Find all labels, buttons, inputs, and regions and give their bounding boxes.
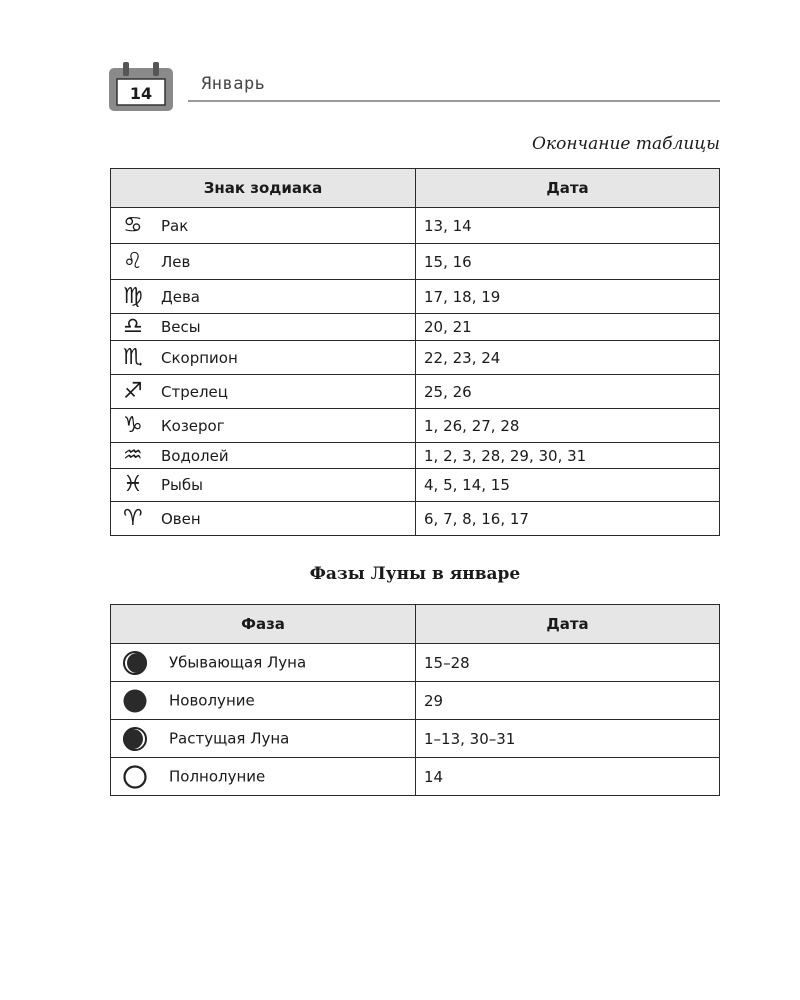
waning-moon-icon bbox=[121, 650, 169, 676]
cancer-icon: ♋ bbox=[123, 212, 143, 238]
sign-dates: 25, 26 bbox=[416, 375, 720, 409]
table-caption: Окончание таблицы bbox=[532, 134, 720, 154]
sign-cell bbox=[111, 502, 416, 536]
phase-cell bbox=[111, 682, 416, 720]
sign-dates: 15, 16 bbox=[416, 244, 720, 280]
table-row bbox=[111, 682, 720, 720]
table-row bbox=[111, 644, 720, 682]
table-row bbox=[111, 280, 720, 314]
sign-dates: 20, 21 bbox=[416, 314, 720, 341]
sign-cell bbox=[111, 280, 416, 314]
sign-dates: 1, 2, 3, 28, 29, 30, 31 bbox=[416, 443, 720, 469]
table-row bbox=[111, 208, 720, 244]
aries-icon: ♈ bbox=[123, 505, 143, 531]
phase-cell bbox=[111, 644, 416, 682]
sign-name: Рак bbox=[161, 216, 189, 235]
phase-cell bbox=[111, 758, 416, 796]
phase-name: Растущая Луна bbox=[169, 729, 290, 747]
phase-dates: 15–28 bbox=[416, 644, 720, 682]
phase-name: Полнолуние bbox=[169, 767, 266, 785]
libra-icon: ♎ bbox=[123, 314, 143, 339]
sign-cell bbox=[111, 409, 416, 443]
sign-name: Стрелец bbox=[161, 382, 228, 401]
moon-section-title: Фазы Луны в январе bbox=[309, 564, 521, 584]
table-row bbox=[111, 443, 720, 469]
page-number: 14 bbox=[129, 84, 153, 103]
sign-name: Водолей bbox=[161, 446, 229, 465]
header-divider bbox=[188, 100, 720, 102]
aquarius-icon: ♒ bbox=[123, 442, 143, 468]
moon-phases-table bbox=[110, 604, 720, 796]
sign-cell bbox=[111, 443, 416, 469]
table-row bbox=[111, 341, 720, 375]
table-row bbox=[111, 720, 720, 758]
phase-dates: 14 bbox=[416, 758, 720, 796]
sagittarius-icon: ♐ bbox=[123, 378, 143, 404]
sign-cell bbox=[111, 208, 416, 244]
phase-name: Новолуние bbox=[169, 691, 255, 709]
sign-dates: 22, 23, 24 bbox=[416, 341, 720, 375]
sign-name: Овен bbox=[161, 509, 201, 528]
column-header-date: Дата bbox=[416, 605, 720, 644]
table-row bbox=[111, 409, 720, 443]
capricorn-icon: ♑ bbox=[123, 412, 143, 438]
scorpio-icon: ♏ bbox=[123, 344, 143, 370]
sign-cell bbox=[111, 244, 416, 280]
sign-name: Скорпион bbox=[161, 348, 238, 367]
sign-dates: 4, 5, 14, 15 bbox=[416, 469, 720, 502]
calendar-icon bbox=[108, 62, 174, 112]
phase-dates: 29 bbox=[416, 682, 720, 720]
new-moon-icon bbox=[121, 688, 169, 714]
pisces-icon: ♓ bbox=[123, 472, 143, 497]
sign-name: Рыбы bbox=[161, 476, 203, 494]
table-header-row bbox=[111, 169, 720, 208]
column-header-date: Дата bbox=[416, 169, 720, 208]
sign-dates: 13, 14 bbox=[416, 208, 720, 244]
sign-dates: 6, 7, 8, 16, 17 bbox=[416, 502, 720, 536]
sign-dates: 17, 18, 19 bbox=[416, 280, 720, 314]
sign-name: Козерог bbox=[161, 416, 225, 435]
sign-cell bbox=[111, 341, 416, 375]
column-header-sign: Знак зодиака bbox=[111, 169, 416, 208]
waxing-moon-icon bbox=[121, 726, 169, 752]
table-row bbox=[111, 314, 720, 341]
sign-dates: 1, 26, 27, 28 bbox=[416, 409, 720, 443]
table-row bbox=[111, 502, 720, 536]
leo-icon: ♌ bbox=[123, 248, 143, 274]
table-row bbox=[111, 469, 720, 502]
table-row bbox=[111, 375, 720, 409]
phase-cell bbox=[111, 720, 416, 758]
sign-cell bbox=[111, 469, 416, 502]
table-header-row bbox=[111, 605, 720, 644]
zodiac-table bbox=[110, 168, 720, 536]
virgo-icon: ♍ bbox=[123, 283, 143, 309]
sign-name: Весы bbox=[161, 318, 201, 336]
column-header-phase: Фаза bbox=[111, 605, 416, 644]
sign-cell bbox=[111, 375, 416, 409]
sign-cell bbox=[111, 314, 416, 341]
table-row bbox=[111, 758, 720, 796]
table-row bbox=[111, 244, 720, 280]
phase-name: Убывающая Луна bbox=[169, 653, 307, 671]
sign-name: Дева bbox=[161, 287, 200, 306]
phase-dates: 1–13, 30–31 bbox=[416, 720, 720, 758]
section-title: Январь bbox=[201, 74, 266, 94]
full-moon-icon bbox=[121, 764, 169, 790]
sign-name: Лев bbox=[161, 252, 191, 271]
